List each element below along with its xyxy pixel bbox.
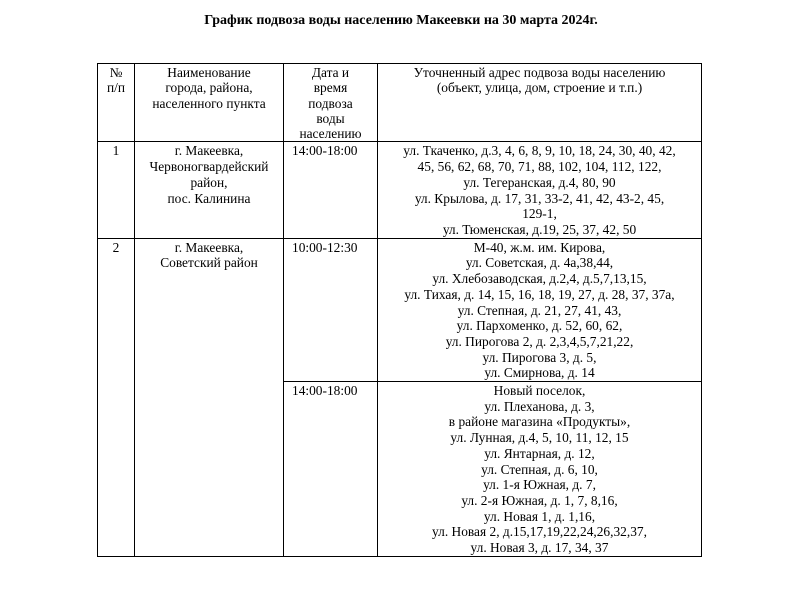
address-line: ул. Степная, д. 21, 27, 41, 43, [457, 302, 622, 318]
header-line: подвоза [308, 95, 353, 111]
address-line: 129-1, [522, 206, 557, 222]
row-name [135, 238, 284, 556]
address-line: ул. Пирогова 2, д. 2,3,4,5,7,21,22, [445, 333, 634, 349]
row-time: 14:00-18:00 [284, 382, 378, 557]
address-line: ул. Новая 3, д. 17, 34, 37 [470, 540, 609, 556]
header-line: Наименование [167, 65, 251, 80]
address-line: ул. Новая 2, д.15,17,19,22,24,26,32,37, [432, 524, 647, 540]
address-line: ул. Крылова, д. 17, 31, 33-2, 41, 42, 43-2, 45, [414, 190, 665, 206]
address-line: ул. Смирнова, д. 14 [484, 365, 595, 381]
header-line: населению [299, 126, 362, 142]
row-name [135, 142, 284, 238]
header-line: воды [316, 110, 345, 126]
name-line: район, [190, 174, 228, 190]
address-line: ул. Лунная, д.4, 5, 10, 11, 12, 15 [450, 430, 629, 446]
row-time: 10:00-12:30 [284, 238, 378, 381]
row-address [378, 238, 702, 381]
header-line: Дата и [311, 65, 350, 80]
address-line: ул. Тегеранская, д.4, 80, 90 [463, 174, 616, 190]
row-address [378, 142, 702, 238]
table-row [98, 142, 702, 238]
name-line: Червоногвардейский [149, 159, 269, 175]
row-time: 14:00-18:00 [284, 142, 378, 238]
header-num [98, 64, 135, 142]
address-line: ул. Ткаченко, д.3, 4, 6, 8, 9, 10, 18, 24, 30, 40, 42, [403, 143, 676, 159]
address-line: ул. Янтарная, д. 12, [484, 445, 595, 461]
row-address [378, 382, 702, 557]
header-line: № [109, 65, 123, 80]
address-line: ул. Новая 1, д. 1,16, [483, 508, 596, 524]
address-line: ул. Тюменская, д.19, 25, 37, 42, 50 [442, 222, 637, 237]
address-line: ул. 2-я Южная, д. 1, 7, 8,16, [461, 492, 618, 508]
header-line: (объект, улица, дом, строение и т.п.) [436, 80, 643, 96]
address-line: ул. Тихая, д. 14, 15, 16, 18, 19, 27, д. 28, 37, 37а, [404, 286, 675, 302]
table-row [98, 238, 702, 381]
address-line: 45, 56, 62, 68, 70, 71, 88, 102, 104, 112, 122, [417, 159, 662, 175]
page-title: График подвоза воды населению Макеевки на 30 марта 2024г. [204, 13, 598, 28]
name-line: г. Макеевка, [174, 239, 244, 255]
address-line: ул. Пархоменко, д. 52, 60, 62, [456, 318, 623, 334]
header-line: Уточненный адрес подвоза воды населению [413, 65, 666, 80]
address-line: ул. 1-я Южная, д. 7, [483, 477, 596, 493]
address-line: М-40, ж.м. им. Кирова, [473, 239, 606, 255]
name-line: Советский район [160, 255, 258, 271]
row-num: 1 [98, 142, 135, 238]
header-line: города, района, [165, 80, 253, 96]
name-line: г. Макеевка, [174, 143, 244, 159]
header-line: п/п [106, 80, 126, 96]
header-line: время [313, 80, 348, 96]
address-line: в районе магазина «Продукты», [448, 414, 631, 430]
table-header-row [98, 64, 702, 142]
address-line: ул. Советская, д. 4а,38,44, [465, 255, 614, 271]
address-line: Новый поселок, [493, 383, 586, 399]
address-line: ул. Хлебозаводская, д.2,4, д.5,7,13,15, [432, 271, 647, 287]
name-line: пос. Калинина [167, 190, 251, 206]
address-line: ул. Степная, д. 6, 10, [481, 461, 598, 477]
row-num: 2 [98, 238, 135, 556]
header-name [135, 64, 284, 142]
address-line: ул. Пирогова 3, д. 5, [482, 349, 597, 365]
header-line: населенного пункта [152, 95, 266, 111]
schedule-table [97, 63, 702, 557]
header-address [378, 64, 702, 142]
address-line: ул. Плеханова, д. 3, [484, 398, 595, 414]
header-time [284, 64, 378, 142]
